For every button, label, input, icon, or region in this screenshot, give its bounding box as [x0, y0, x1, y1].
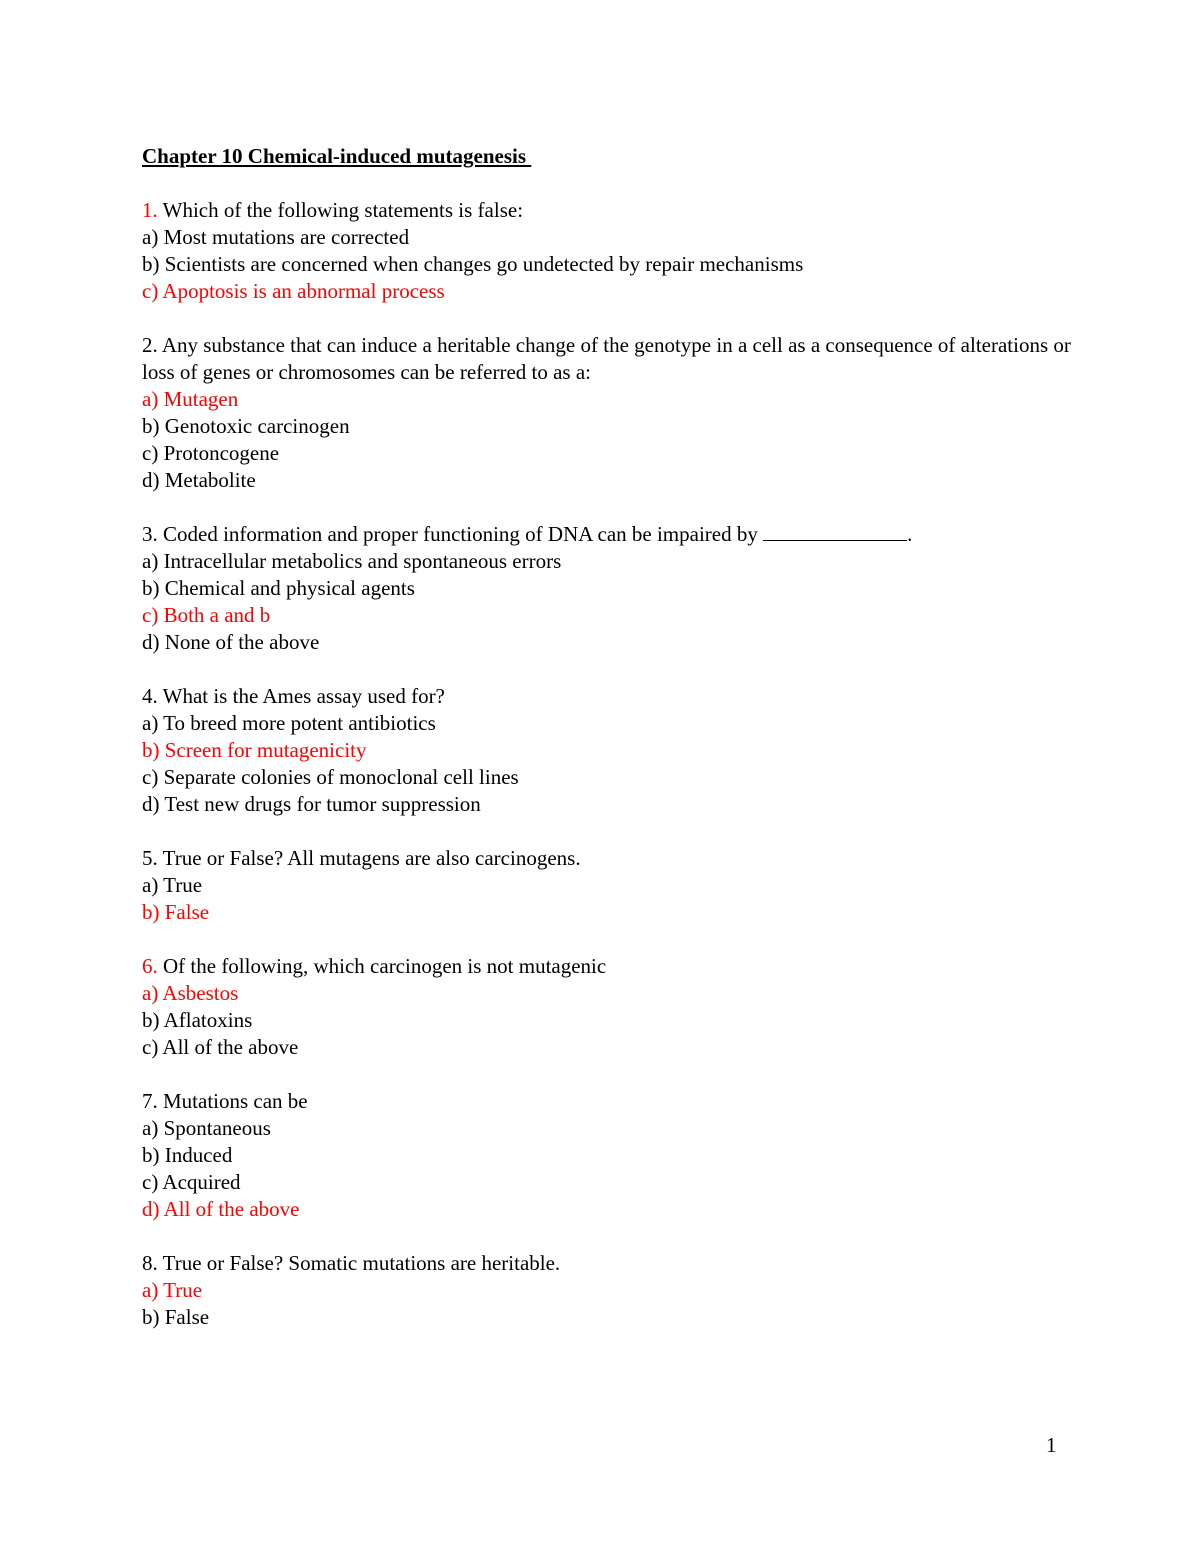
option-1c-answer: c) Apoptosis is an abnormal process: [142, 279, 445, 303]
question-prompt: Any substance that can induce a heritable change of the genotype in a cell as a consequence of alterations or loss of genes or chromosomes can be referred to as a:: [142, 333, 1077, 384]
option-4c: c) Separate colonies of monoclonal cell lines: [142, 765, 519, 789]
question-prompt: Mutations can be: [157, 1089, 308, 1113]
option-6c: c) All of the above: [142, 1035, 299, 1059]
question-prompt: What is the Ames assay used for?: [157, 684, 445, 708]
option-6a-answer: a) Asbestos: [142, 981, 239, 1005]
question-1-text: [142, 197, 1072, 224]
question-prompt: True or False? All mutagens are also carcinogens.: [157, 846, 581, 870]
spacer: [142, 1061, 1072, 1088]
question-prompt: Which of the following statements is false:: [157, 198, 524, 222]
question-2: [142, 332, 1077, 494]
question-3: [142, 521, 1072, 656]
question-number: 6.: [142, 954, 158, 978]
option-7d-answer: d) All of the above: [142, 1197, 300, 1221]
option-7c: c) Acquired: [142, 1170, 241, 1194]
question-prompt: True or False? Somatic mutations are heritable.: [157, 1251, 561, 1275]
spacer: [142, 656, 1072, 683]
spacer: [142, 926, 1072, 953]
option-1a: a) Most mutations are corrected: [142, 225, 410, 249]
option-4d: d) Test new drugs for tumor suppression: [142, 792, 481, 816]
option-5a: a) True: [142, 873, 203, 897]
option-2a-answer: a) Mutagen: [142, 387, 239, 411]
question-8: [142, 1250, 1072, 1331]
question-number: 4.: [142, 684, 158, 708]
question-number: 8.: [142, 1251, 158, 1275]
question-1: [142, 197, 1072, 305]
question-5-text: [142, 845, 1072, 872]
question-4: [142, 683, 1072, 818]
option-6b: b) Aflatoxins: [142, 1008, 253, 1032]
question-prompt: Coded information and proper functioning of DNA can be impaired by: [157, 522, 764, 546]
option-2b: b) Genotoxic carcinogen: [142, 414, 350, 438]
spacer: [142, 818, 1072, 845]
option-2c: c) Protoncogene: [142, 441, 280, 465]
question-number: 1.: [142, 198, 158, 222]
question-number: 3.: [142, 522, 158, 546]
option-4b-answer: b) Screen for mutagenicity: [142, 738, 367, 762]
document-body: [142, 143, 1077, 1331]
question-prompt-end: .: [907, 522, 913, 546]
question-number: 5.: [142, 846, 158, 870]
chapter-title: Chapter 10 Chemical-induced mutagenesis: [142, 144, 532, 168]
option-2d: d) Metabolite: [142, 468, 256, 492]
question-prompt: Of the following, which carcinogen is not mutagenic: [157, 954, 607, 978]
option-4a: a) To breed more potent antibiotics: [142, 711, 436, 735]
option-3a: a) Intracellular metabolics and spontaneous errors: [142, 549, 562, 573]
spacer: [142, 1223, 1072, 1250]
question-6-text: [142, 953, 1072, 980]
question-number: 7.: [142, 1089, 158, 1113]
option-3b: b) Chemical and physical agents: [142, 576, 415, 600]
question-6: [142, 953, 1072, 1061]
option-3c-answer: c) Both a and b: [142, 603, 271, 627]
page-number: 1: [1046, 1433, 1057, 1457]
question-8-text: [142, 1250, 1072, 1277]
option-1b: b) Scientists are concerned when changes go undetected by repair mechanisms: [142, 252, 804, 276]
question-3-text: [142, 521, 1072, 548]
spacer: [142, 494, 1072, 521]
question-4-text: [142, 683, 1072, 710]
question-7: [142, 1088, 1072, 1223]
spacer: [142, 170, 1072, 197]
spacer: [142, 305, 1072, 332]
question-5: [142, 845, 1072, 926]
option-7b: b) Induced: [142, 1143, 233, 1167]
question-number: 2.: [142, 333, 158, 357]
option-3d: d) None of the above: [142, 630, 320, 654]
question-2-text: [142, 332, 1077, 386]
option-5b-answer: b) False: [142, 900, 210, 924]
option-8a-answer: a) True: [142, 1278, 203, 1302]
fill-in-blank: [763, 522, 907, 541]
option-8b: b) False: [142, 1305, 210, 1329]
option-7a: a) Spontaneous: [142, 1116, 271, 1140]
question-7-text: [142, 1088, 1072, 1115]
